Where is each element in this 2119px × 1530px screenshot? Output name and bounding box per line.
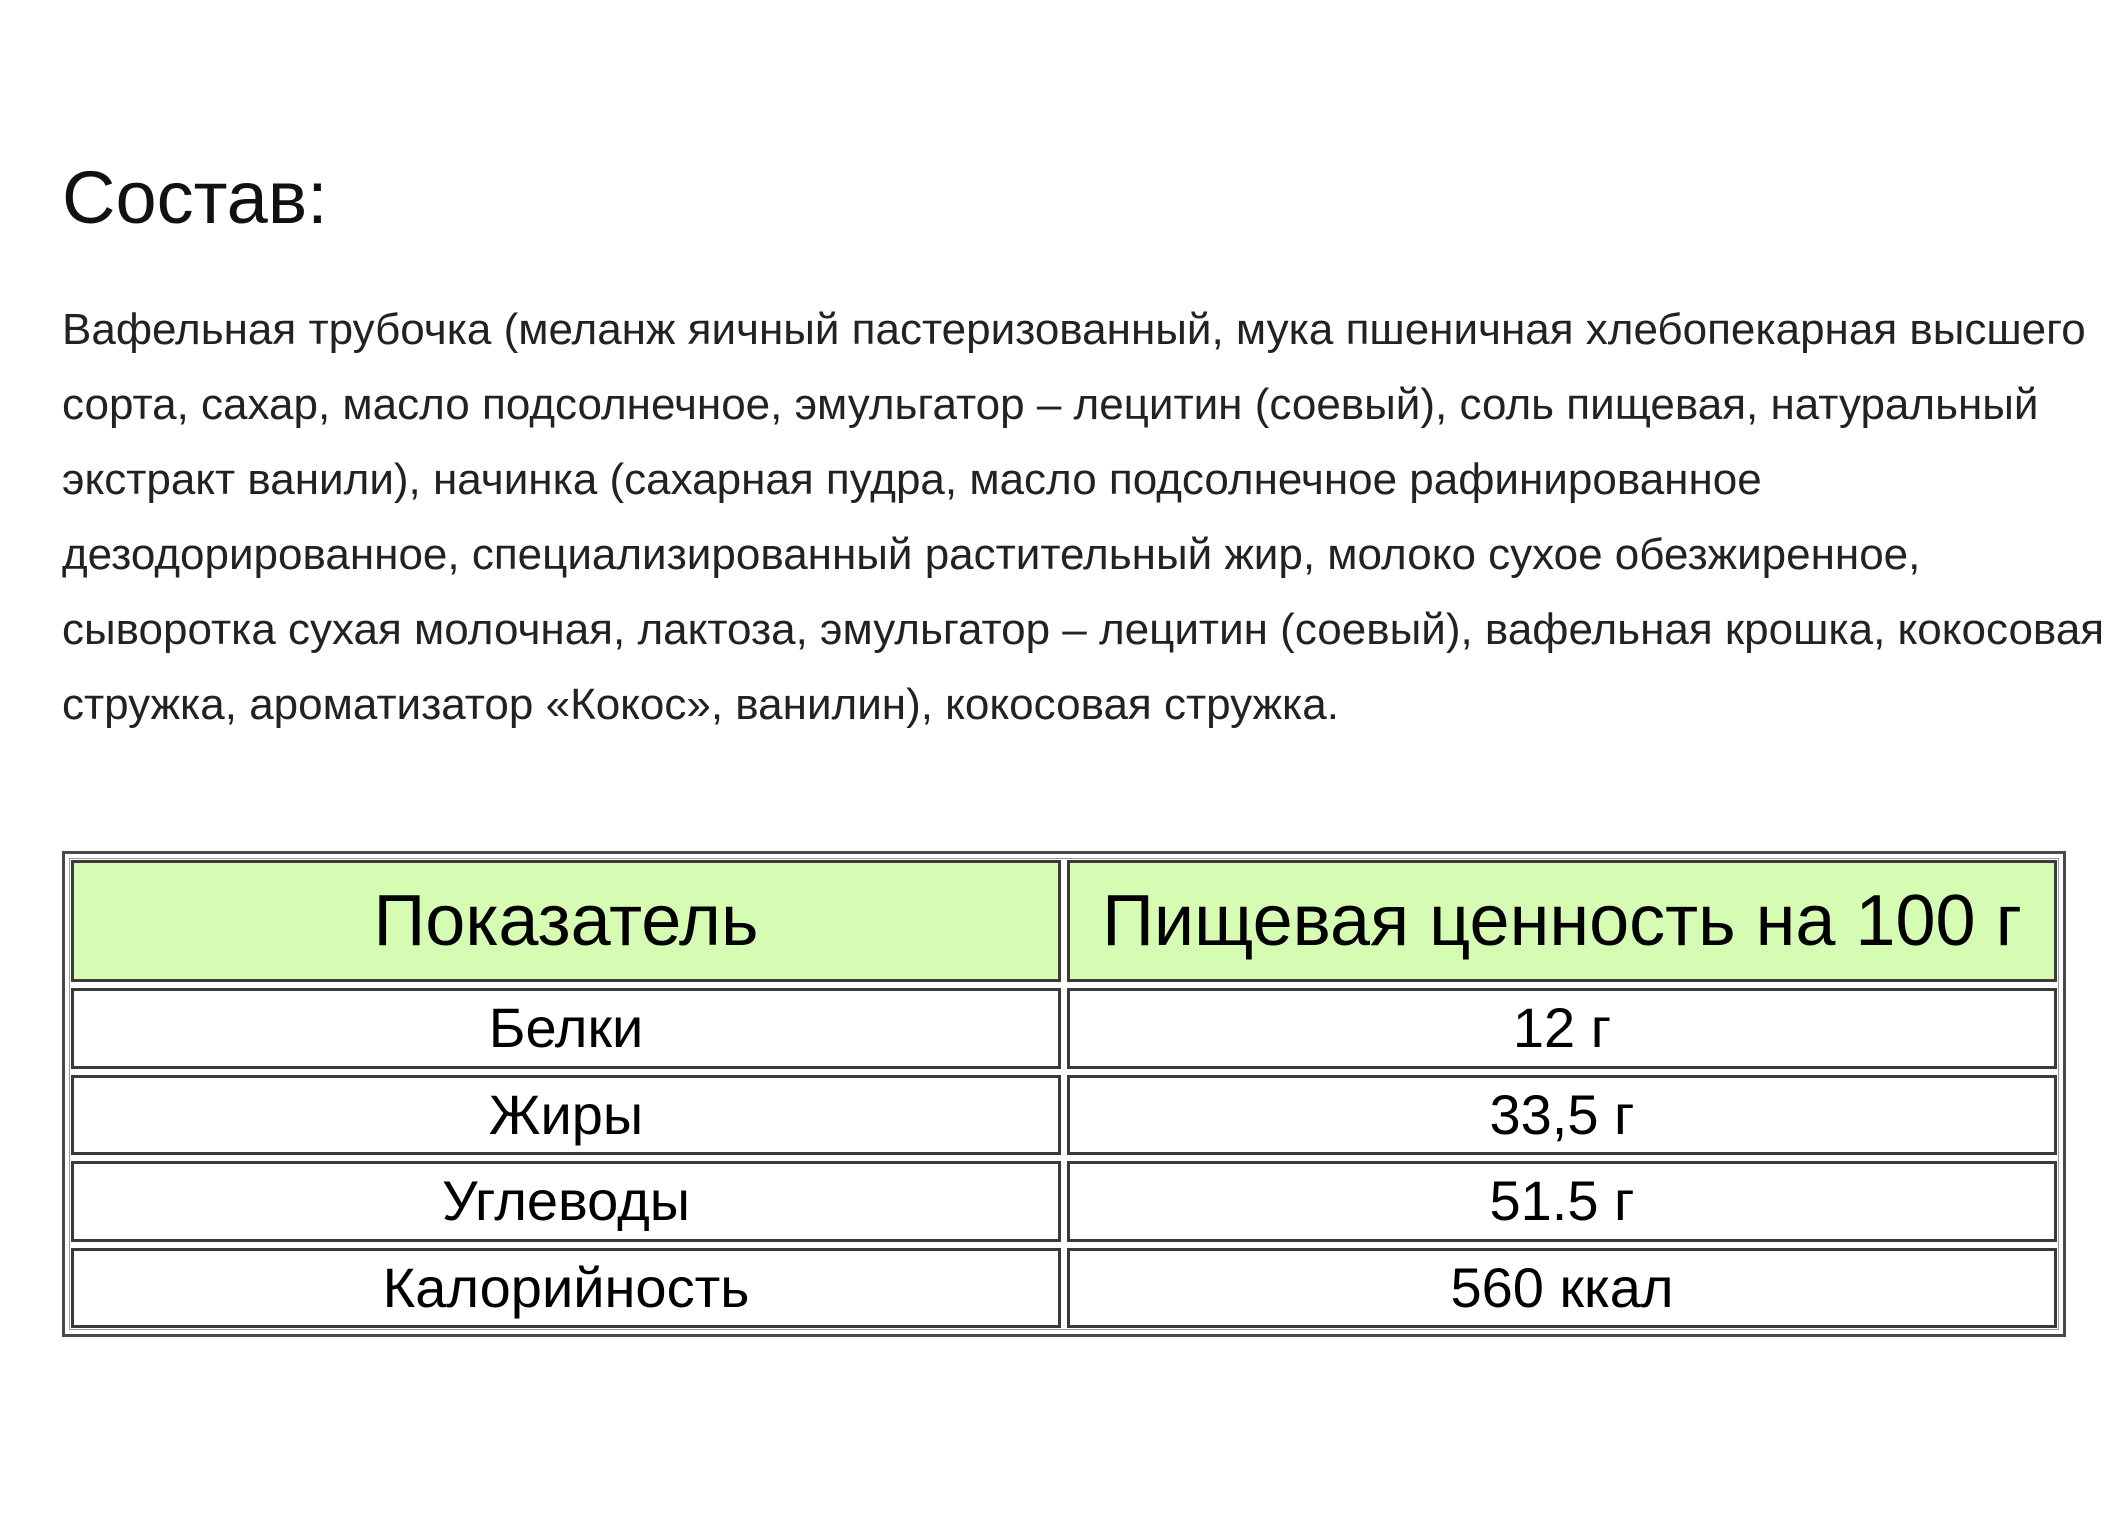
table-row <box>71 1248 2057 1329</box>
table-row <box>71 1161 2057 1242</box>
page-title: Состав: <box>62 156 328 239</box>
value-cell: 12 г <box>1067 988 2057 1069</box>
value-cell: 51.5 г <box>1067 1161 2057 1242</box>
table-row <box>71 988 2057 1069</box>
indicator-cell: Жиры <box>71 1075 1061 1156</box>
nutrition-table <box>62 851 2066 1337</box>
header-indicator: Показатель <box>71 860 1061 982</box>
composition-text: Вафельная трубочка (меланж яичный пастеризованный, мука пшеничная хлебопекарная высшего сорта, сахар, масло подсолнечное, эмульгатор – лецитин (соевый), соль пищевая, натуральный экстракт ванили), начинка (сахарная пудра, масло подсолнечное рафинированное дезодорированное, специализированный растительный жир, молоко сухое обезжиренное, сыворотка сухая молочная, лактоза, эмульгатор – лецитин (соевый), вафельная крошка, кокосовая стружка, ароматизатор «Кокос», ванилин), кокосовая стружка. <box>62 305 2105 729</box>
indicator-cell: Углеводы <box>71 1161 1061 1242</box>
indicator-cell: Белки <box>71 988 1061 1069</box>
table-header-row <box>71 860 2057 982</box>
table-row <box>71 1075 2057 1156</box>
header-nutrition-value: Пищевая ценность на 100 г <box>1067 860 2057 982</box>
value-cell: 33,5 г <box>1067 1075 2057 1156</box>
indicator-cell: Калорийность <box>71 1248 1061 1329</box>
value-cell: 560 ккал <box>1067 1248 2057 1329</box>
